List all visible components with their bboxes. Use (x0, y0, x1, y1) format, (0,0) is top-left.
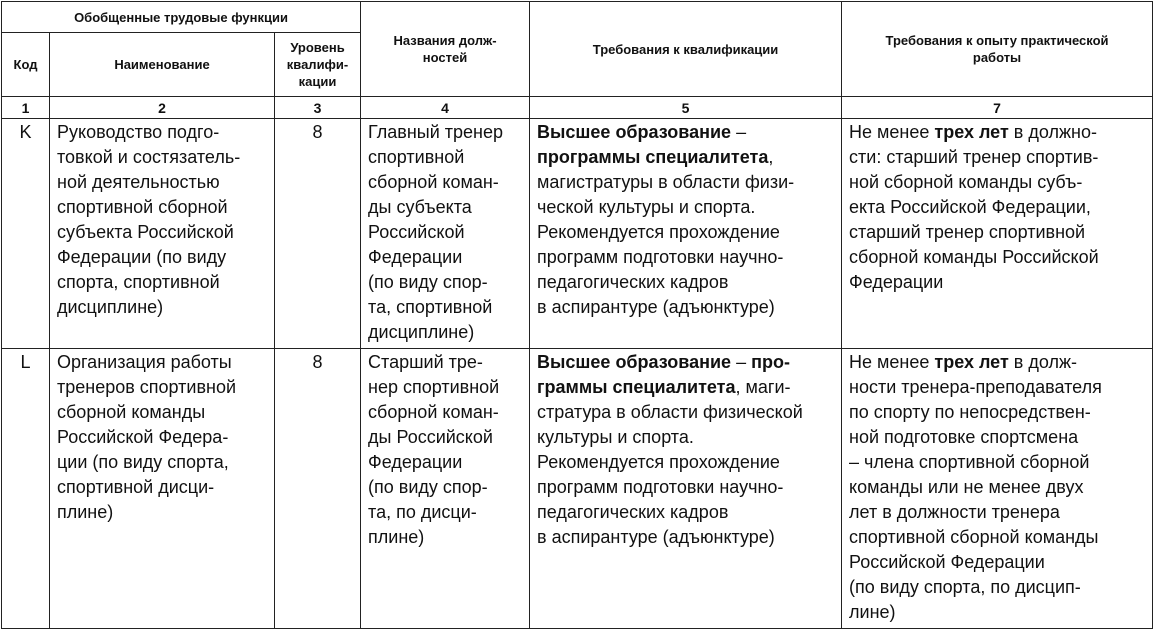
header-code: Код (2, 33, 50, 97)
column-number: 2 (50, 97, 275, 119)
row-experience: Не менее трех лет в долж- ности тренера-преподавателя по спорту по непосредствен- ной подготовке спортсмена – члена спортивной сборной команды или не менее двух лет в должности тренера спортивной сборной команды Российской Федерации (по виду спорта, по дисцип- лине) (842, 349, 1153, 629)
column-number: 4 (361, 97, 530, 119)
header-positions: Названия долж- ностей (361, 2, 530, 97)
row-experience: Не менее трех лет в должно- сти: старший тренер спортив- ной сборной команды субъ- екта Российской Федерации, старший тренер спортивной сборной команды Российской Федерации (842, 119, 1153, 349)
row-qualification: Высшее образование – про- граммы специалитета, маги- стратура в области физической культуры и спорта. Рекомендуется прохождение программ подготовки научно- педагогических кадров в аспирантуре (адъюнктуре) (530, 349, 842, 629)
row-positions: Старший тре- нер спортивной сборной коман- ды Российской Федерации (по виду спор- та, по дисци- плине) (361, 349, 530, 629)
column-number: 1 (2, 97, 50, 119)
header-group-title: Обобщенные трудовые функции (2, 2, 361, 33)
row-code: K (2, 119, 50, 349)
header-level: Уровень квалифи- кации (275, 33, 361, 97)
row-level: 8 (275, 119, 361, 349)
row-level: 8 (275, 349, 361, 629)
qualification-table (1, 1, 1153, 629)
column-number: 3 (275, 97, 361, 119)
row-positions: Главный тренер спортивной сборной коман- ды субъекта Российской Федерации (по виду спор- та, спортивной дисциплине) (361, 119, 530, 349)
column-number: 5 (530, 97, 842, 119)
header-qualification: Требования к квалификации (530, 2, 842, 97)
column-number: 7 (842, 97, 1153, 119)
table-row (2, 349, 1153, 629)
row-code: L (2, 349, 50, 629)
row-name: Руководство подго- товкой и состязатель- ной деятельностью спортивной сборной субъекта Российской Федерации (по виду спорта, спортивной дисциплине) (50, 119, 275, 349)
header-experience: Требования к опыту практической работы (842, 2, 1153, 97)
table-row (2, 119, 1153, 349)
row-qualification: Высшее образование – программы специалитета, магистратуры в области физи- ческой культуры и спорта. Рекомендуется прохождение программ подготовки научно- педагогических кадров в аспирантуре (адъюнктуре) (530, 119, 842, 349)
header-name: Наименование (50, 33, 275, 97)
column-numbers-row (2, 97, 1153, 119)
row-name: Организация работы тренеров спортивной сборной команды Российской Федера- ции (по виду спорта, спортивной дисци- плине) (50, 349, 275, 629)
